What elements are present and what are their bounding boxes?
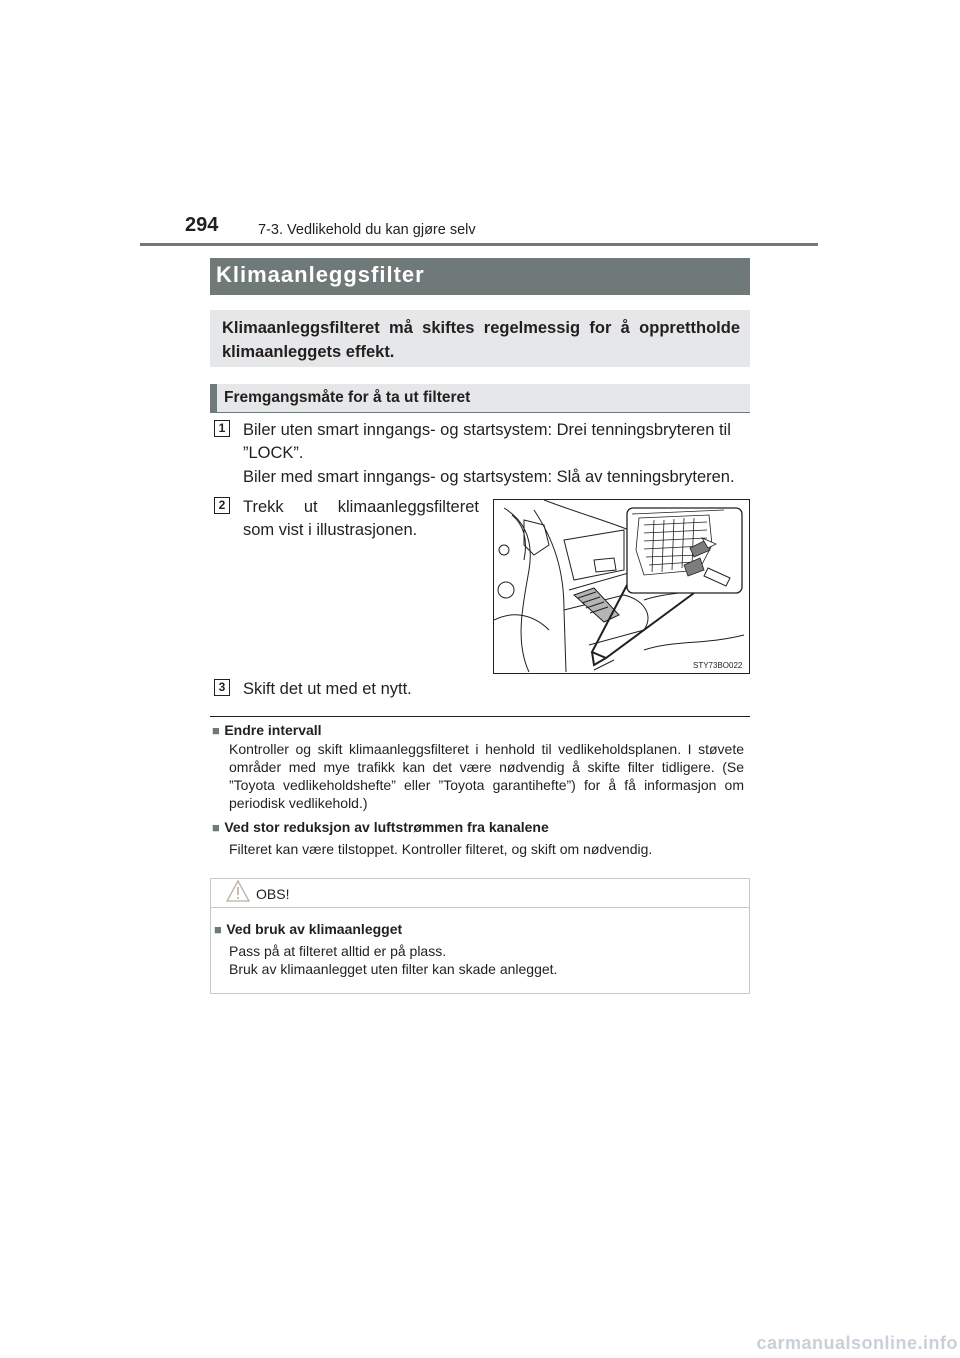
note-2-title: Ved stor reduksjon av luftstrømmen fra kanalene xyxy=(224,819,549,835)
step-1-text-a: Biler uten smart inngangs- og startsystem: Drei tenningsbryteren til ”LOCK”. xyxy=(243,421,731,462)
dashboard-drawing xyxy=(494,500,749,673)
warning-heading xyxy=(214,921,402,939)
filter-removal-illustration xyxy=(493,499,750,674)
header-divider xyxy=(140,243,818,246)
procedure-header-accent xyxy=(210,384,217,413)
page-title: Klimaanleggsfilter xyxy=(216,262,425,287)
watermark: carmanualsonline.info xyxy=(756,1333,958,1353)
warning-line-1: Pass på at filteret alltid er på plass. xyxy=(229,943,447,959)
warning-triangle-icon xyxy=(226,880,250,902)
note-1-heading xyxy=(212,722,322,740)
note-2-marker: ■ xyxy=(212,820,220,835)
notes-divider xyxy=(210,716,750,717)
warning-marker: ■ xyxy=(214,922,222,937)
note-1-marker: ■ xyxy=(212,723,220,738)
step-2-text: Trekk ut klimaanleggsfilteret som vist i illustrasjonen. xyxy=(243,498,479,539)
note-2-body: Filteret kan være tilstoppet. Kontroller filteret, og skift om nødvendig. xyxy=(229,841,653,857)
warning-title: Ved bruk av klimaanlegget xyxy=(226,921,403,937)
warning-divider xyxy=(211,907,749,908)
step-1-text-b: Biler med smart inngangs- og startsystem: Slå av tenningsbryteren. xyxy=(243,468,735,486)
step-3-text: Skift det ut med et nytt. xyxy=(243,680,412,698)
warning-line-2: Bruk av klimaanlegget uten filter kan skade anlegget. xyxy=(229,961,558,977)
procedure-heading: Fremgangsmåte for å ta ut filteret xyxy=(224,389,471,406)
section-header: 7-3. Vedlikehold du kan gjøre selv xyxy=(258,222,476,238)
intro-text: Klimaanleggsfilteret må skiftes regelmessig for å opprettholde klimaanleggets effekt. xyxy=(222,319,740,361)
note-1-body: Kontroller og skift klimaanleggsfilteret i henhold til vedlikeholdsplanen. I støvete områder med mye trafikk kan det være nødvendig å skifte filter tidligere. (Se ”Toyota vedlikeholdshefte” eller ”Toyota garantihefte”) for å få informasjon om periodisk vedlikehold.) xyxy=(229,741,744,811)
note-2-heading xyxy=(212,819,549,837)
warning-label: OBS! xyxy=(256,886,290,902)
note-1-title: Endre intervall xyxy=(224,722,322,738)
step-number-2: 2 xyxy=(214,497,230,514)
step-number-3: 3 xyxy=(214,679,230,696)
step-number-1: 1 xyxy=(214,420,230,437)
figure-code: STY73BO022 xyxy=(693,661,743,670)
page-number: 294 xyxy=(185,214,219,236)
